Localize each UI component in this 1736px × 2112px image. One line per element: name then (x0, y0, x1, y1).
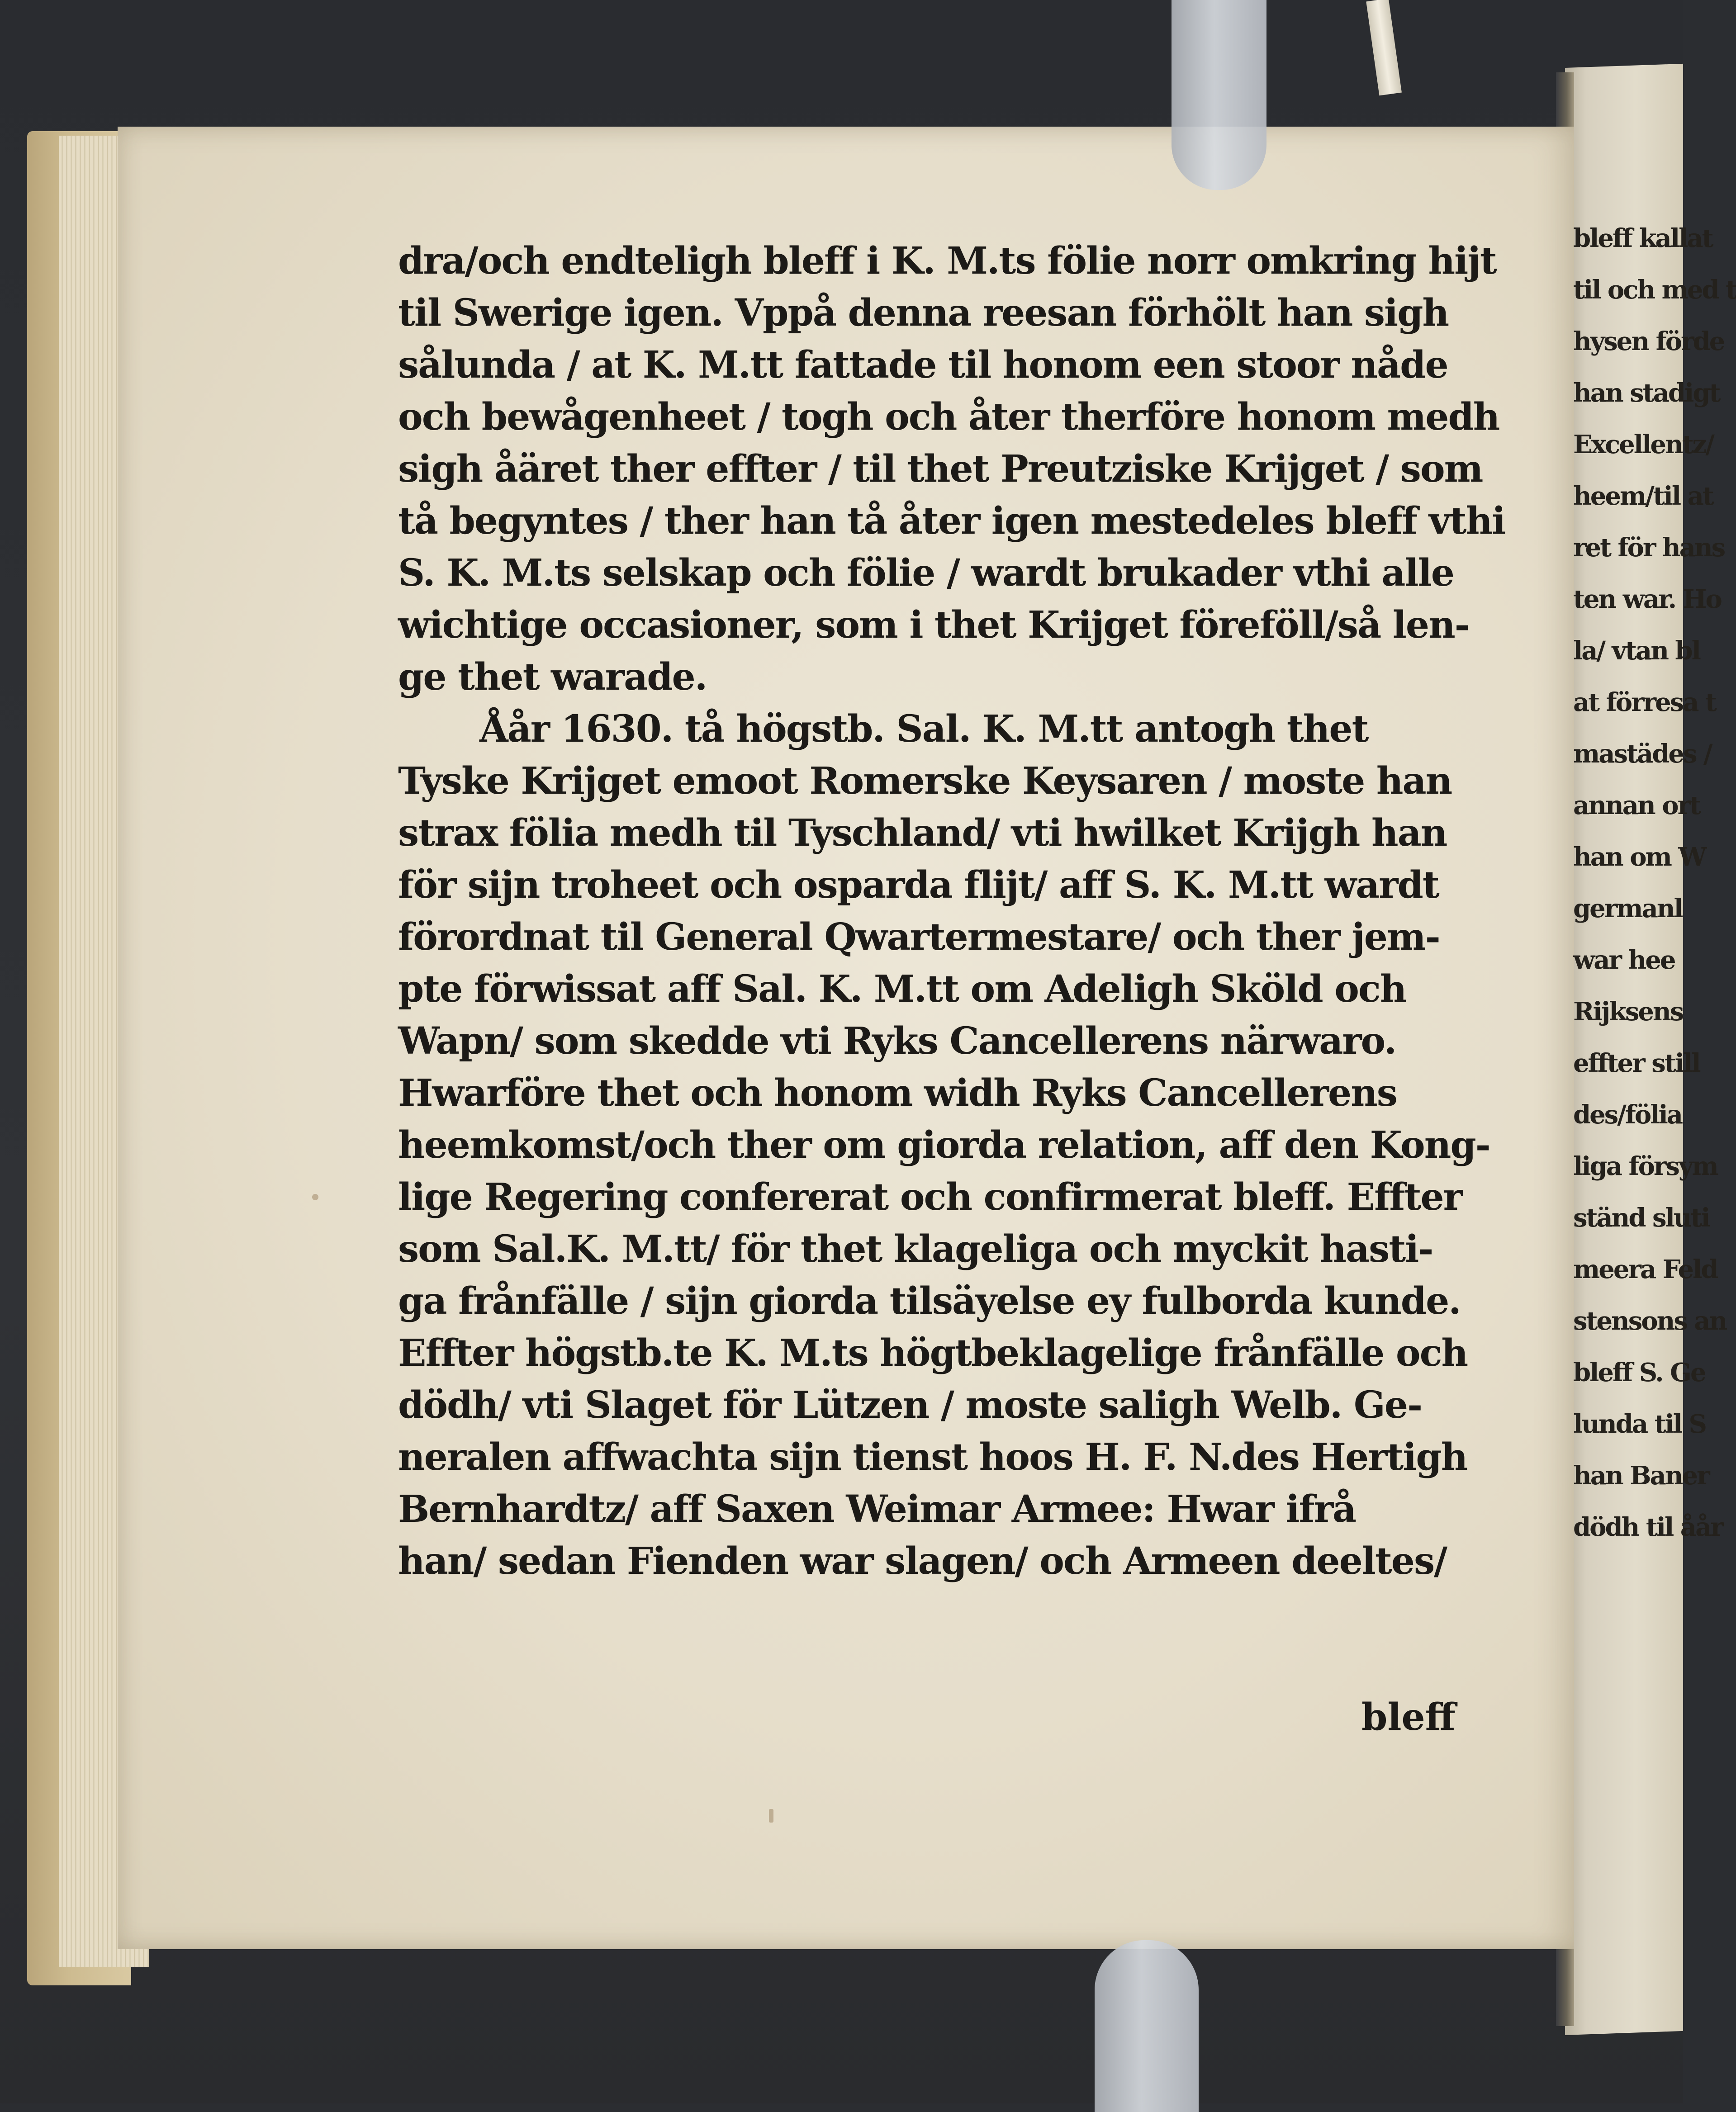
text-line: dödh/ vti Slaget för Lützen / moste saligh Welb. Ge- (398, 1383, 1422, 1427)
facing-text-line: til och med t (1573, 275, 1736, 305)
text-line: wichtige occasioner, som i thet Krijget föreföll/så len- (398, 603, 1469, 647)
facing-text-line: annan ort (1573, 791, 1700, 820)
text-line: sålunda / at K. M.tt fattade til honom een stoor nåde (398, 343, 1448, 387)
text-line: pte förwissat aff Sal. K. M.tt om Adeligh Sköld och (398, 967, 1406, 1011)
paragraph-start-line: Åår 1630. tå högstb. Sal. K. M.tt antogh thet (479, 707, 1368, 751)
text-line: som Sal.K. M.tt/ för thet klageliga och myckit hasti- (398, 1227, 1433, 1271)
facing-text-line: heem/til at (1573, 481, 1713, 511)
facing-text-line: bleff kallat (1573, 223, 1712, 253)
text-line: Tyske Krijget emoot Romerske Keysaren / moste han (398, 759, 1452, 803)
bookmark-string (1366, 0, 1402, 95)
page-clip-top (1172, 0, 1266, 190)
facing-page-text (1573, 213, 1736, 1553)
text-line: sigh åäret ther effter / til thet Preutziske Krijget / som (398, 447, 1483, 491)
text-line: och bewågenheet / togh och åter therföre honom medh (398, 395, 1499, 439)
facing-text-line: germanl (1573, 894, 1682, 923)
text-line: lige Regering confererat och confirmerat bleff. Effter (398, 1175, 1462, 1219)
facing-text-line: stensons an (1573, 1306, 1727, 1336)
text-line: heemkomst/och ther om giorda relation, aff den Kong- (398, 1123, 1490, 1167)
paper-mark (769, 1809, 773, 1823)
facing-text-line: ständ sluti (1573, 1203, 1709, 1233)
facing-text-line: mastädes / (1573, 739, 1712, 769)
paper-stain (312, 1194, 318, 1200)
facing-text-line: bleff S. Ge (1573, 1358, 1705, 1387)
facing-text-line: war hee (1573, 945, 1675, 975)
catchword: bleff (1361, 1695, 1456, 1739)
text-line: strax fölia medh til Tyschland/ vti hwilket Krijgh han (398, 811, 1447, 855)
facing-text-line: han stadigt (1573, 378, 1720, 408)
text-line: Bernhardtz/ aff Saxen Weimar Armee: Hwar ifrå (398, 1487, 1356, 1531)
facing-text-line: ret för hans (1573, 533, 1725, 563)
text-line: förordnat til General Qwartermestare/ och ther jem- (398, 915, 1440, 959)
facing-text-line: at förresa t (1573, 687, 1716, 717)
facing-text-line: han Baner (1573, 1461, 1709, 1491)
facing-text-line: liga försym (1573, 1151, 1717, 1181)
facing-text-line: la/ vtan bl (1573, 636, 1700, 666)
main-text-block (398, 235, 1505, 1587)
text-line: Effter högstb.te K. M.ts högtbeklagelige frånfälle och (398, 1331, 1468, 1375)
facing-text-line: meera Feld (1573, 1255, 1717, 1284)
text-line: til Swerige igen. Vppå denna reesan förhölt han sigh (398, 291, 1449, 335)
facing-text-line: des/fölia (1573, 1100, 1682, 1130)
text-line: dra/och endteligh bleff i K. M.ts fölie norr omkring hijt (398, 239, 1496, 283)
text-line: neralen affwachta sijn tienst hoos H. F. N.des Hertigh (398, 1435, 1467, 1479)
facing-text-line: Excellentz/ (1573, 430, 1713, 459)
facing-text-line: hysen förde (1573, 327, 1724, 356)
text-line: han/ sedan Fienden war slagen/ och Armeen deeltes/ (398, 1539, 1447, 1583)
facing-text-line: han om W (1573, 842, 1706, 872)
text-line: S. K. M.ts selskap och fölie / wardt brukader vthi alle (398, 551, 1454, 595)
facing-text-line: dödh til åår (1573, 1512, 1722, 1542)
facing-text-line: effter still (1573, 1048, 1700, 1078)
text-line: Hwarföre thet och honom widh Ryks Cancellerens (398, 1071, 1397, 1115)
text-line: tå begyntes / ther han tå åter igen mestedeles bleff vthi (398, 499, 1505, 543)
facing-text-line: ten war. Ho (1573, 584, 1721, 614)
text-line: för sijn troheet och osparda flijt/ aff S. K. M.tt wardt (398, 863, 1439, 907)
text-line: Wapn/ som skedde vti Ryks Cancellerens närwaro. (398, 1019, 1396, 1063)
page-clip-bottom (1095, 1940, 1199, 2112)
facing-text-line: Rijksens (1573, 997, 1683, 1027)
text-line: ge thet warade. (398, 655, 707, 699)
facing-text-line: lunda til S (1573, 1409, 1706, 1439)
text-line: ga frånfälle / sijn giorda tilsäyelse ey fulborda kunde. (398, 1279, 1461, 1323)
